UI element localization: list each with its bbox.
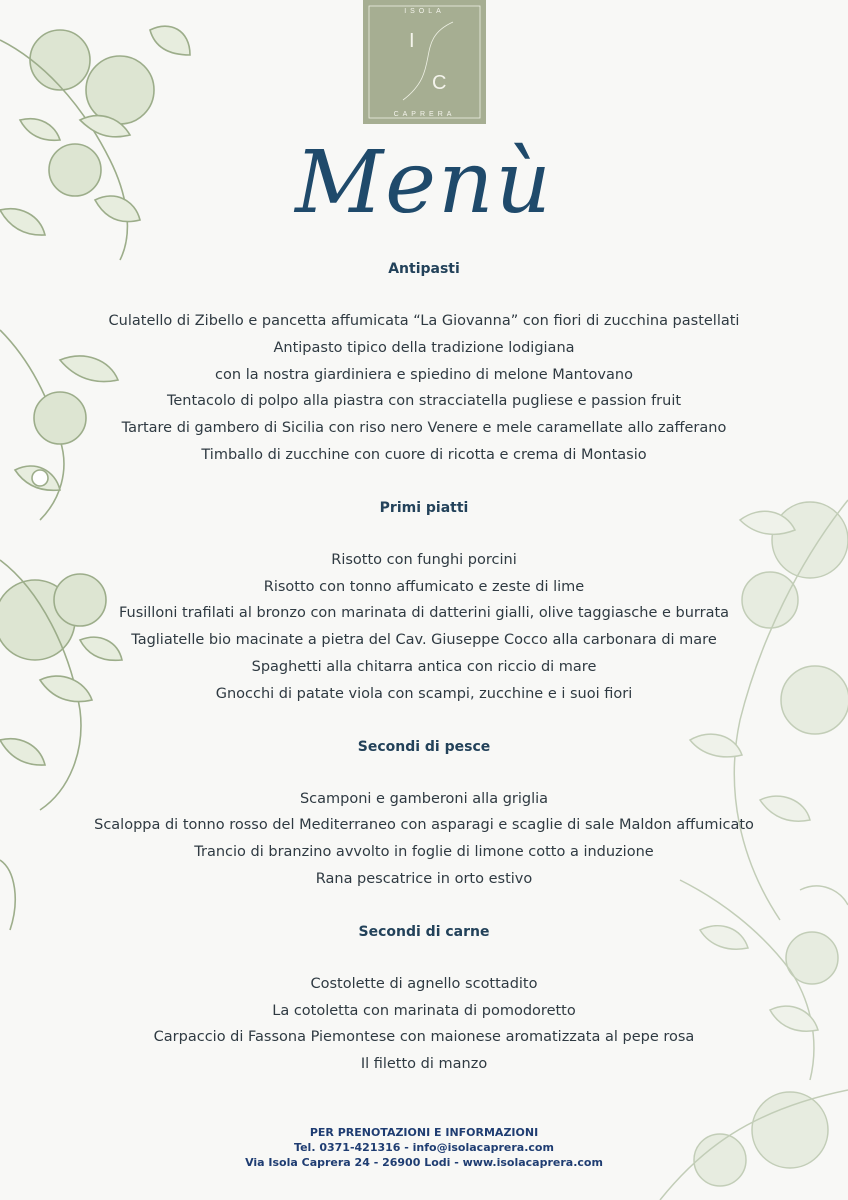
section-secondi-di-pesce: [0, 734, 848, 919]
dish-item: Gnocchi di patate viola con scampi, zucchine e i suoi fiori: [215, 685, 633, 702]
dish-item: Scaloppa di tonno rosso del Mediterraneo con asparagi e scaglie di sale Maldon affumicato: [94, 817, 754, 834]
footer-heading: PER PRENOTAZIONI E INFORMAZIONI: [309, 1126, 539, 1139]
dish-item: Trancio di branzino avvolto in foglie di limone cotto a induzione: [194, 844, 654, 861]
dish-item: Spaghetti alla chitarra antica con riccio di mare: [251, 658, 597, 675]
dish-item: Risotto con funghi porcini: [331, 551, 517, 568]
dish-item: Carpaccio di Fassona Piemontese con maionese aromatizzata al pepe rosa: [153, 1029, 695, 1046]
logo-mark-icon: [363, 0, 486, 124]
brand-logo: [363, 0, 486, 124]
dish-item: Tagliatelle bio macinate a pietra del Cav. Giuseppe Cocco alla carbonara di mare: [131, 632, 717, 649]
contact-footer: [0, 1125, 848, 1170]
logo-top-word: ISOLA: [404, 8, 445, 15]
section-primi-piatti: [0, 495, 848, 734]
logo-letter-i: I: [409, 30, 415, 52]
section-heading: Secondi di carne: [358, 923, 490, 940]
dish-item: Culatello di Zibello e pancetta affumicata “La Giovanna” con fiori di zucchina pastellati: [108, 313, 740, 329]
dish-item: Risotto con tonno affumicato e zeste di lime: [263, 578, 585, 595]
logo-bottom-word: CAPRERA: [393, 111, 456, 118]
dish-item: con la nostra giardiniera e spiedino di melone Mantovano: [215, 366, 633, 383]
footer-phone-email: Tel. 0371-421316 - info@isolacaprera.com: [294, 1141, 554, 1154]
dish-item: Tartare di gambero di Sicilia con riso nero Venere e mele caramellate allo zafferano: [121, 420, 727, 437]
dish-item: Fusilloni trafilati al bronzo con marinata di datterini gialli, olive taggiasche e burrata: [118, 605, 730, 622]
logo-letter-c: C: [432, 72, 447, 94]
dish-item: Rana pescatrice in orto estivo: [315, 870, 533, 887]
dish-item: Antipasto tipico della tradizione lodigiana: [273, 339, 575, 356]
section-heading: Primi piatti: [379, 499, 469, 516]
menu-title: Menù: [295, 133, 553, 233]
menu-content: [0, 256, 848, 1078]
dish-item: La cotoletta con marinata di pomodoretto: [272, 1002, 576, 1019]
section-heading: Secondi di pesce: [357, 738, 491, 755]
footer-address-website: Via Isola Caprera 24 - 26900 Lodi - www.isolacaprera.com: [245, 1156, 603, 1169]
dish-item: Scamponi e gamberoni alla griglia: [299, 790, 549, 807]
dish-item: Costolette di agnello scottadito: [310, 975, 538, 992]
section-antipasti: [0, 256, 848, 495]
dish-item: Tentacolo di polpo alla piastra con stracciatella pugliese e passion fruit: [166, 393, 682, 410]
dish-item: Timballo di zucchine con cuore di ricotta e crema di Montasio: [201, 446, 647, 463]
section-heading: Antipasti: [388, 261, 460, 277]
dish-item: Il filetto di manzo: [360, 1056, 488, 1073]
section-secondi-di-carne: [0, 919, 848, 1078]
